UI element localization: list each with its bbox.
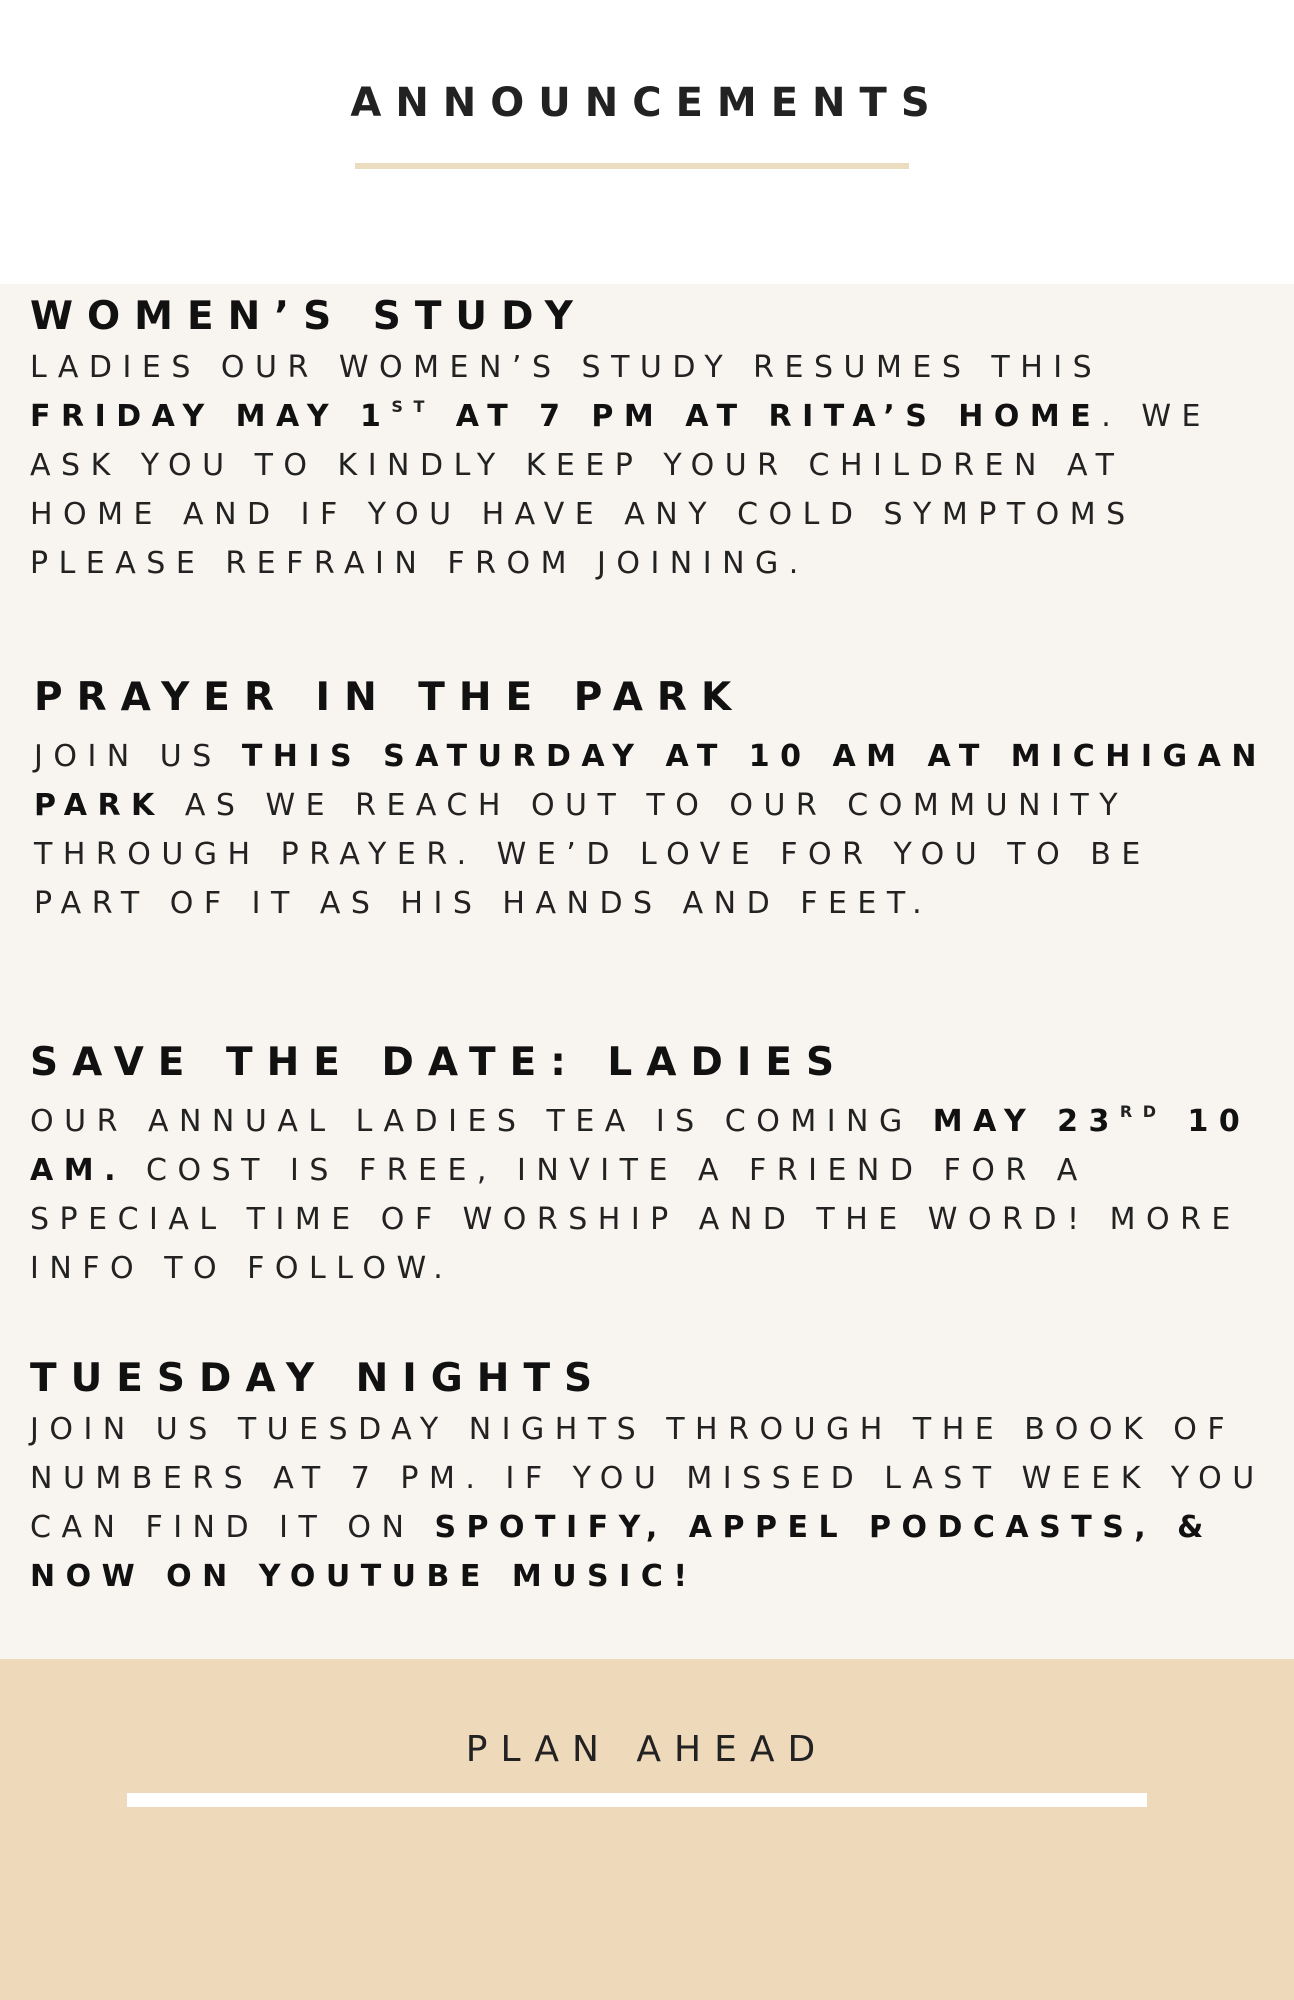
- announcement-prayer-in-the-park: [34, 672, 1274, 928]
- section-heading: SAVE THE DATE: LADIES: [30, 1040, 849, 1085]
- section-body: [34, 732, 1274, 928]
- emphasis-text: FRIDAY MAY 1: [30, 399, 392, 434]
- emphasis-text: 10 AM.: [30, 1104, 1251, 1188]
- emphasis-text: SPOTIFY, APPEL PODCASTS, & NOW ON YOUTUBE MUSIC!: [30, 1510, 1214, 1594]
- section-body: [30, 1405, 1270, 1601]
- section-heading: TUESDAY NIGHTS: [30, 1356, 607, 1401]
- header: [0, 0, 1294, 284]
- emphasis-text: AT 7 PM AT RITA’S HOME: [434, 399, 1102, 434]
- announcement-womens-study: [30, 291, 1270, 588]
- plan-ahead-title: PLAN AHEAD: [465, 1729, 829, 1770]
- body-text: COST IS FREE, INVITE A FRIEND FOR A SPECIAL TIME OF WORSHIP AND THE WORD! MORE INFO TO FOLLOW.: [30, 1153, 1241, 1286]
- emphasis-text: THIS SATURDAY AT 10 AM AT MICHIGAN PARK: [34, 739, 1268, 823]
- plan-ahead-panel: [0, 1659, 1294, 2000]
- emphasis-text: MAY 23: [932, 1104, 1120, 1139]
- emphasis-text: RD: [1119, 1102, 1167, 1121]
- body-text: OUR ANNUAL LADIES TEA IS COMING: [30, 1104, 933, 1139]
- section-body: [30, 1097, 1270, 1293]
- body-text: . WE ASK YOU TO KINDLY KEEP YOUR CHILDREN AT HOME AND IF YOU HAVE ANY COLD SYMPTOMS PLEASE REFRAIN FROM JOINING.: [30, 399, 1211, 581]
- body-text: JOIN US: [34, 739, 242, 774]
- plan-ahead-underline: [127, 1793, 1147, 1807]
- section-body: [30, 343, 1270, 588]
- announcement-save-the-date: [30, 1037, 1270, 1293]
- section-heading: PRAYER IN THE PARK: [34, 675, 746, 720]
- page-title: ANNOUNCEMENTS: [350, 80, 944, 126]
- announcements-panel: [0, 284, 1294, 1659]
- emphasis-text: ST: [391, 397, 435, 416]
- title-underline: [355, 163, 909, 169]
- body-text: LADIES OUR WOMEN’S STUDY RESUMES THIS: [30, 350, 1103, 385]
- body-text: JOIN US TUESDAY NIGHTS THROUGH THE BOOK OF NUMBERS AT 7 PM. IF YOU MISSED LAST WEEK YOU CAN FIND IT ON: [30, 1412, 1265, 1545]
- announcement-tuesday-nights: [30, 1353, 1270, 1601]
- section-heading: WOMEN’S STUDY: [30, 294, 587, 339]
- body-text: AS WE REACH OUT TO OUR COMMUNITY THROUGH PRAYER. WE’D LOVE FOR YOU TO BE PART OF IT AS HIS HANDS AND FEET.: [34, 788, 1151, 921]
